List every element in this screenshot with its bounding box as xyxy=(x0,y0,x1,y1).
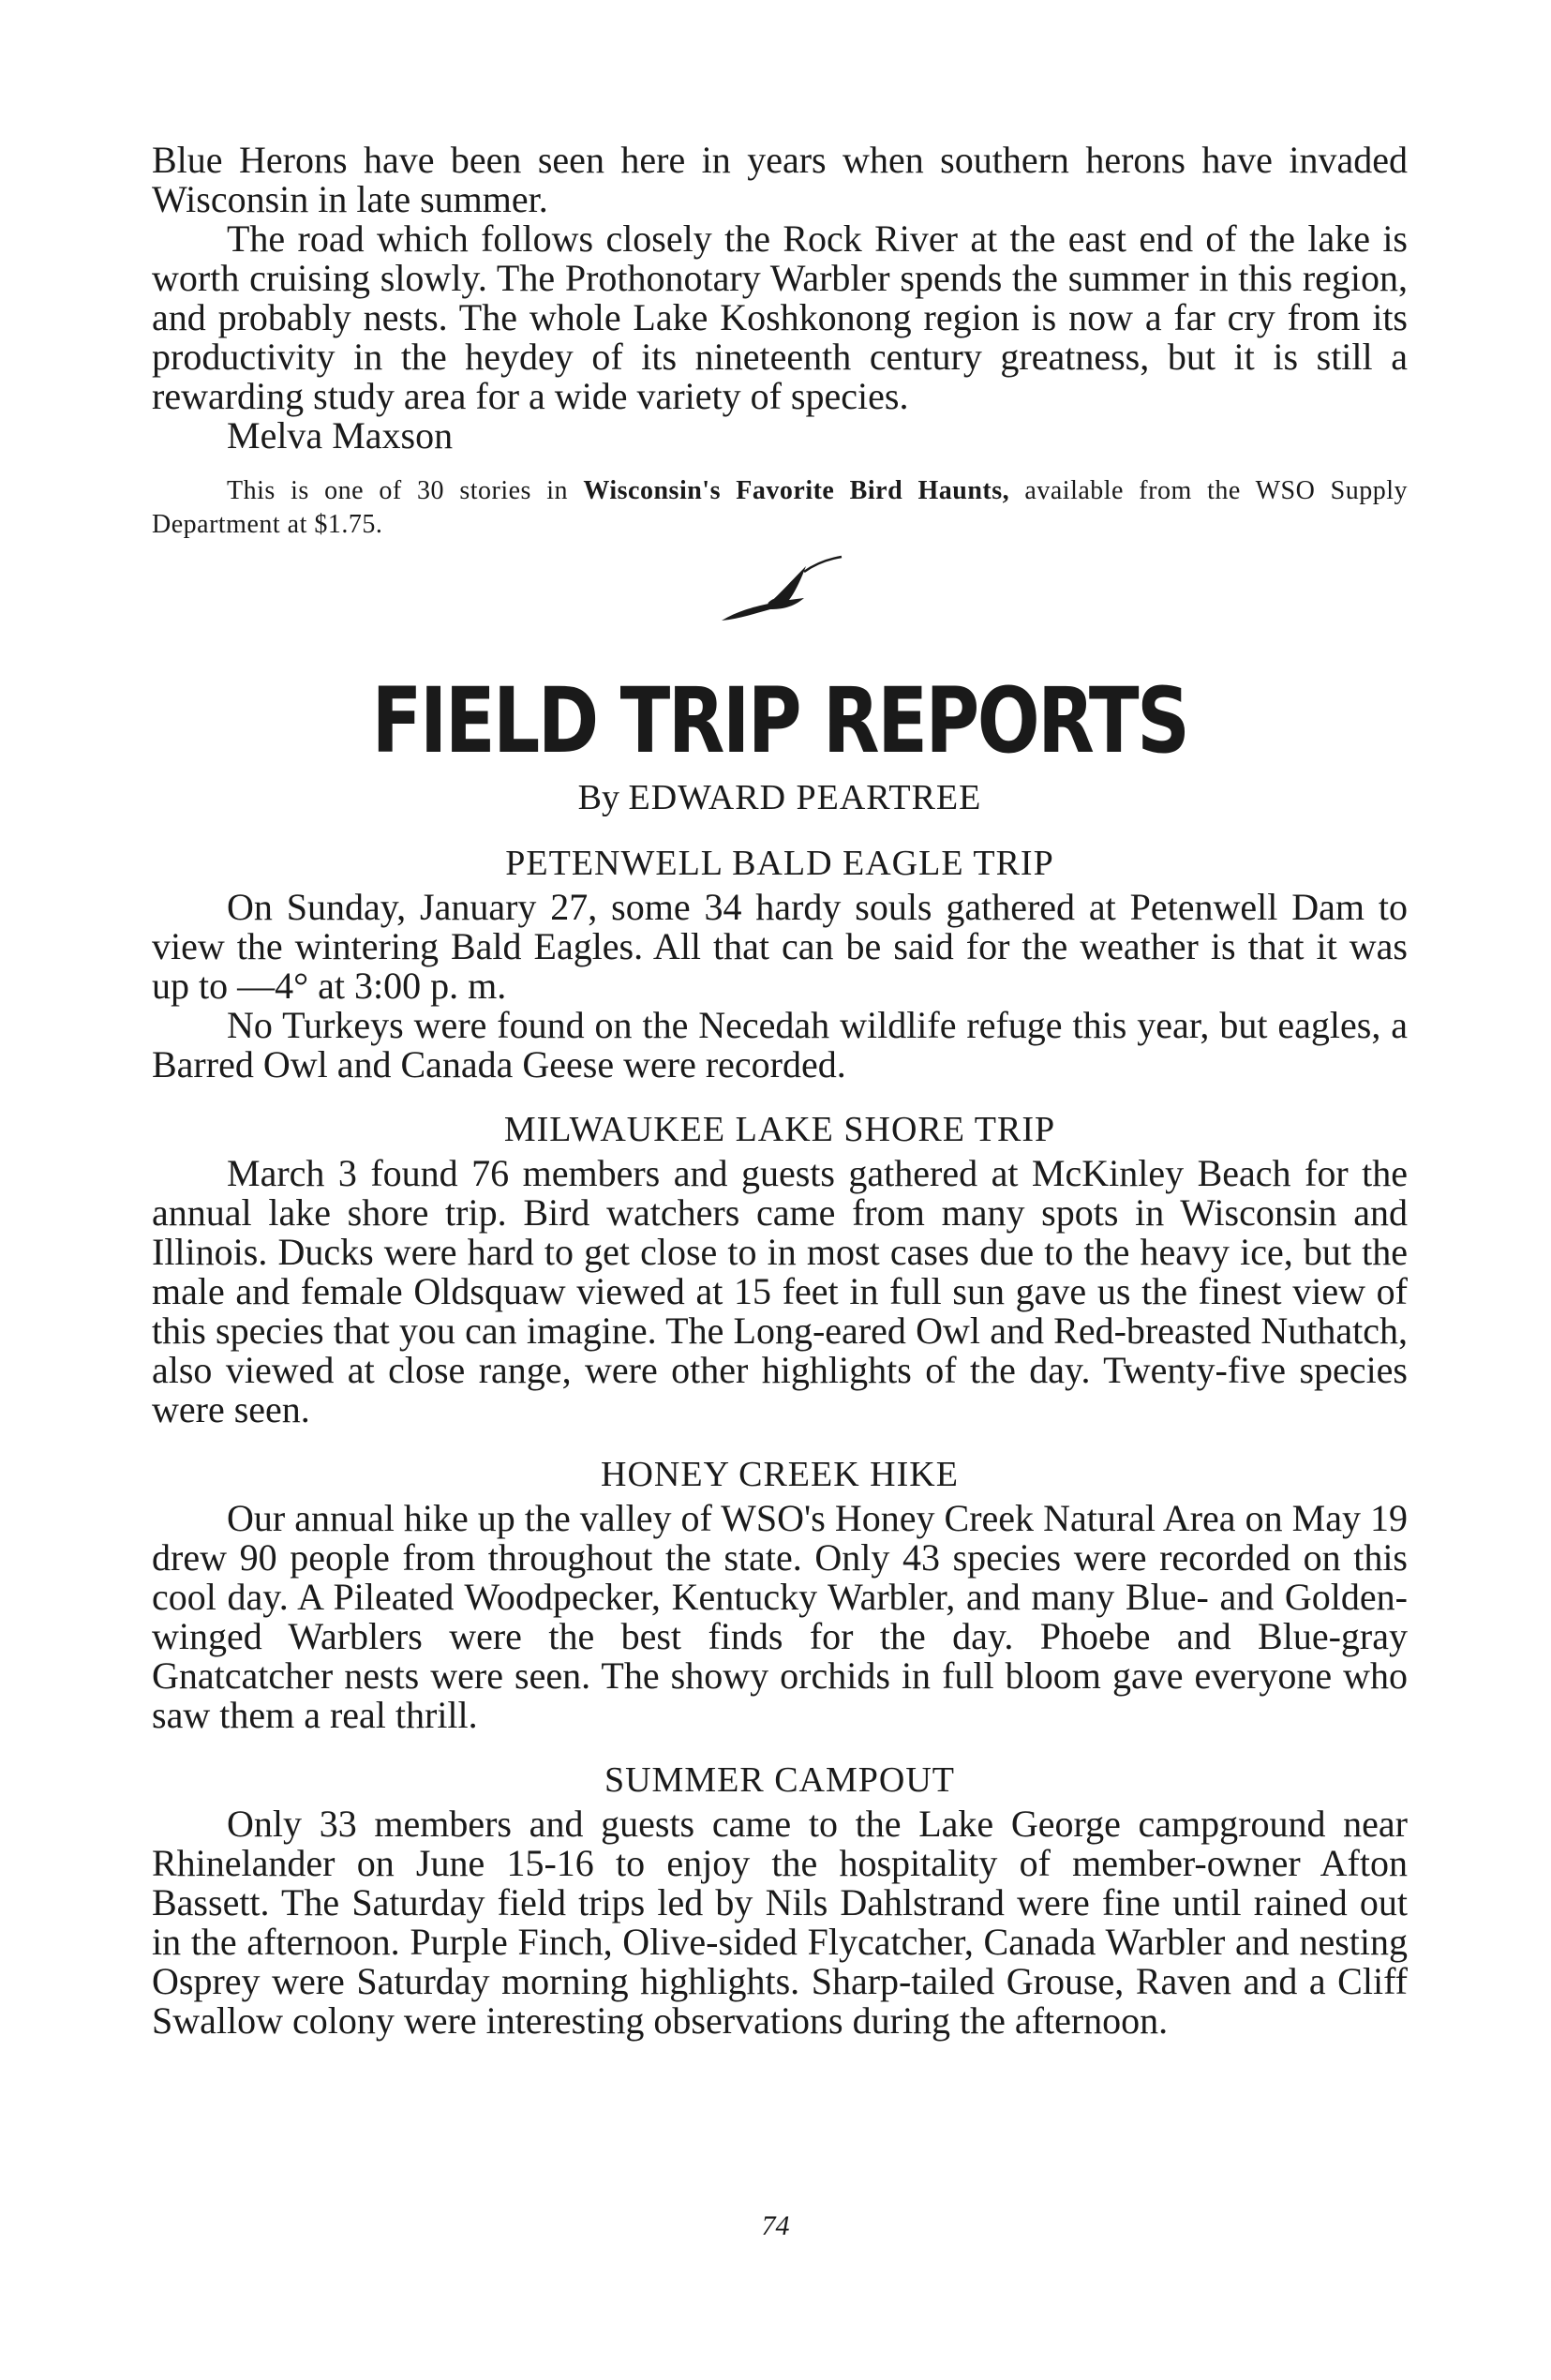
section-paragraph: On Sunday, January 27, some 34 hardy souls gathered at Petenwell Dam to view the wintering Bald Eagles. All that can be said for the weather is that it was up to —4° at 3:00 p. m. xyxy=(152,886,1408,1007)
article-author xyxy=(152,777,1408,818)
section-paragraph: Our annual hike up the valley of WSO's Honey Creek Natural Area on May 19 drew 90 people from throughout the state. Only 43 species were recorded on this cool day. A Pileated Woodpecker, Kentucky Warbler, and many Blue- and Golden-winged Warblers were the best finds for the day. Phoebe and Blue-gray Gnatcatcher nests were seen. The showy orchids in full bloom gave everyone who saw them a real thrill. xyxy=(152,1497,1408,1736)
book-note xyxy=(152,474,1408,542)
author-prefix: By xyxy=(577,778,619,817)
section-heading: HONEY CREEK HIKE xyxy=(601,1455,959,1494)
book-note-suffix: available from the WSO Supply Department at $1.75. xyxy=(152,476,1408,539)
section-paragraph: No Turkeys were found on the Necedah wildlife refuge this year, but eagles, a Barred Owl and Canada Geese were recorded. xyxy=(152,1004,1408,1085)
section-petenwell xyxy=(152,843,1408,1085)
book-note-prefix: This is one of 30 stories in xyxy=(227,476,584,505)
intro-paragraph-2: The road which follows closely the Rock River at the east end of the lake is worth cruising slowly. The Prothonotary Warbler spends the summer in this region, and probably nests. The whole Lake Koshkonong region is now a far cry from its productivity in the heydey of its nineteenth century greatness, but it is still a rewarding study area for a wide variety of species. xyxy=(152,217,1408,417)
article-title: FIELD TRIP REPORTS xyxy=(371,668,1188,773)
intro-byline: Melva Maxson xyxy=(227,414,454,457)
author-name: EDWARD PEARTREE xyxy=(628,778,982,817)
page-number: 74 xyxy=(761,2210,790,2241)
flying-bird-icon xyxy=(714,553,845,633)
section-heading: SUMMER CAMPOUT xyxy=(604,1760,956,1800)
section-summer-campout xyxy=(152,1759,1408,2041)
book-note-title: Wisconsin's Favorite Bird Haunts, xyxy=(583,476,1010,505)
section-milwaukee xyxy=(152,1109,1408,1429)
intro-paragraph-1: Blue Herons have been seen here in years when southern herons have invaded Wisconsin in late summer. xyxy=(152,139,1408,220)
section-paragraph: Only 33 members and guests came to the Lake George campground near Rhinelander on June 15-16 to enjoy the hospitality of member-owner Afton Bassett. The Saturday field trips led by Nils Dahlstrand were fine until rained out in the afternoon. Purple Finch, Olive-sided Flycatcher, Canada Warbler and nesting Osprey were Saturday morning highlights. Sharp-tailed Grouse, Raven and a Cliff Swallow colony were interesting observations during the afternoon. xyxy=(152,1803,1408,2042)
document-page xyxy=(152,141,1408,2041)
section-heading: PETENWELL BALD EAGLE TRIP xyxy=(505,844,1054,883)
section-heading: MILWAUKEE LAKE SHORE TRIP xyxy=(503,1110,1056,1149)
section-paragraph: March 3 found 76 members and guests gathered at McKinley Beach for the annual lake shore trip. Bird watchers came from many spots in Wisconsin and Illinois. Ducks were hard to get close to in most cases due to the heavy ice, but the male and female Oldsquaw viewed at 15 feet in full sun gave us the finest view of this species that you can imagine. The Long-eared Owl and Red-breasted Nuthatch, also viewed at close range, were other highlights of the day. Twenty-five species were seen. xyxy=(152,1152,1408,1430)
section-honey-creek xyxy=(152,1454,1408,1735)
